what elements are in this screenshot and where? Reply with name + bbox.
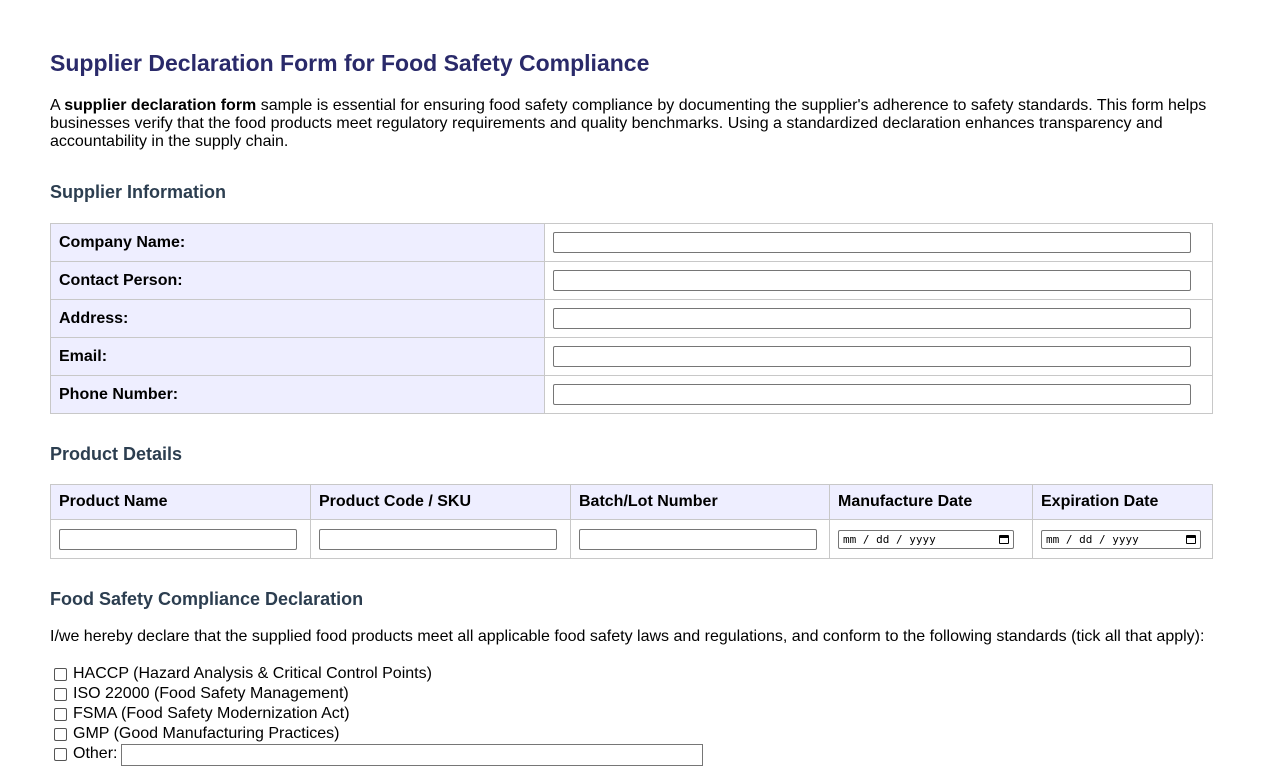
declaration-statement: I/we hereby declare that the supplied food products meet all applicable food safety laws and regulations, and conform to the following standards (tick all that apply):	[50, 628, 1205, 645]
checkbox-label: FSMA (Food Safety Modernization Act)	[73, 705, 350, 722]
table-row	[51, 224, 1213, 262]
checkbox-label: ISO 22000 (Food Safety Management)	[73, 685, 349, 702]
field-label: Contact Person:	[51, 262, 545, 300]
standard-haccp[interactable]	[50, 664, 703, 684]
contact-person-input[interactable]	[553, 270, 1191, 291]
other-standard-input[interactable]	[121, 744, 703, 766]
col-sku: Product Code / SKU	[311, 485, 571, 520]
date-placeholder: mm / dd / yyyy	[1046, 532, 1139, 546]
manufacture-date-input[interactable]	[838, 530, 1014, 549]
header-row	[51, 485, 1213, 520]
field-label: Email:	[51, 338, 545, 376]
table-row	[51, 376, 1213, 414]
product-name-input[interactable]	[59, 529, 297, 550]
compliance-heading: Food Safety Compliance Declaration	[50, 589, 364, 609]
standards-list	[50, 664, 703, 764]
checkbox-label: Other:	[73, 745, 118, 762]
calendar-icon[interactable]	[1186, 535, 1196, 544]
batch-input[interactable]	[579, 529, 817, 550]
supplier-heading: Supplier Information	[50, 182, 227, 202]
intro-rest: sample is essential for ensuring food safety compliance by documenting the supplier's adherence to safety standards. This form helps businesses verify that the food products meet regulatory requirements and quality benchmarks. Using a standardized declaration enhances transparency and accountability in the supply chain.	[50, 97, 1207, 150]
product-table	[50, 484, 1213, 559]
table-row	[51, 262, 1213, 300]
address-input[interactable]	[553, 308, 1191, 329]
col-manufacture-date: Manufacture Date	[830, 485, 1033, 520]
field-label: Address:	[51, 300, 545, 338]
checkbox-label: GMP (Good Manufacturing Practices)	[73, 725, 340, 742]
calendar-icon[interactable]	[999, 535, 1009, 544]
checkbox[interactable]	[54, 748, 67, 761]
date-placeholder: mm / dd / yyyy	[843, 532, 936, 546]
checkbox[interactable]	[54, 688, 67, 701]
col-batch: Batch/Lot Number	[571, 485, 830, 520]
intro-prefix: A	[50, 97, 65, 114]
intro-bold: supplier declaration form	[64, 97, 257, 114]
standard-other[interactable]	[50, 744, 703, 764]
product-heading: Product Details	[50, 444, 183, 464]
sku-input[interactable]	[319, 529, 557, 550]
page-title: Supplier Declaration Form for Food Safety Compliance	[50, 50, 650, 76]
table-row	[51, 300, 1213, 338]
col-expiration-date: Expiration Date	[1033, 485, 1213, 520]
expiration-date-input[interactable]	[1041, 530, 1201, 549]
company-name-input[interactable]	[553, 232, 1191, 253]
table-row	[51, 338, 1213, 376]
checkbox[interactable]	[54, 708, 67, 721]
field-label: Phone Number:	[51, 376, 545, 414]
standard-iso22000[interactable]	[50, 684, 703, 704]
email-input[interactable]	[553, 346, 1191, 367]
supplier-table	[50, 223, 1213, 414]
col-product-name: Product Name	[51, 485, 311, 520]
standard-fsma[interactable]	[50, 704, 703, 724]
checkbox[interactable]	[54, 728, 67, 741]
checkbox-label: HACCP (Hazard Analysis & Critical Control Points)	[73, 665, 432, 682]
standard-gmp[interactable]	[50, 724, 703, 744]
table-row	[51, 520, 1213, 559]
phone-input[interactable]	[553, 384, 1191, 405]
field-label: Company Name:	[51, 224, 545, 262]
checkbox[interactable]	[54, 668, 67, 681]
intro-paragraph	[50, 97, 1213, 151]
